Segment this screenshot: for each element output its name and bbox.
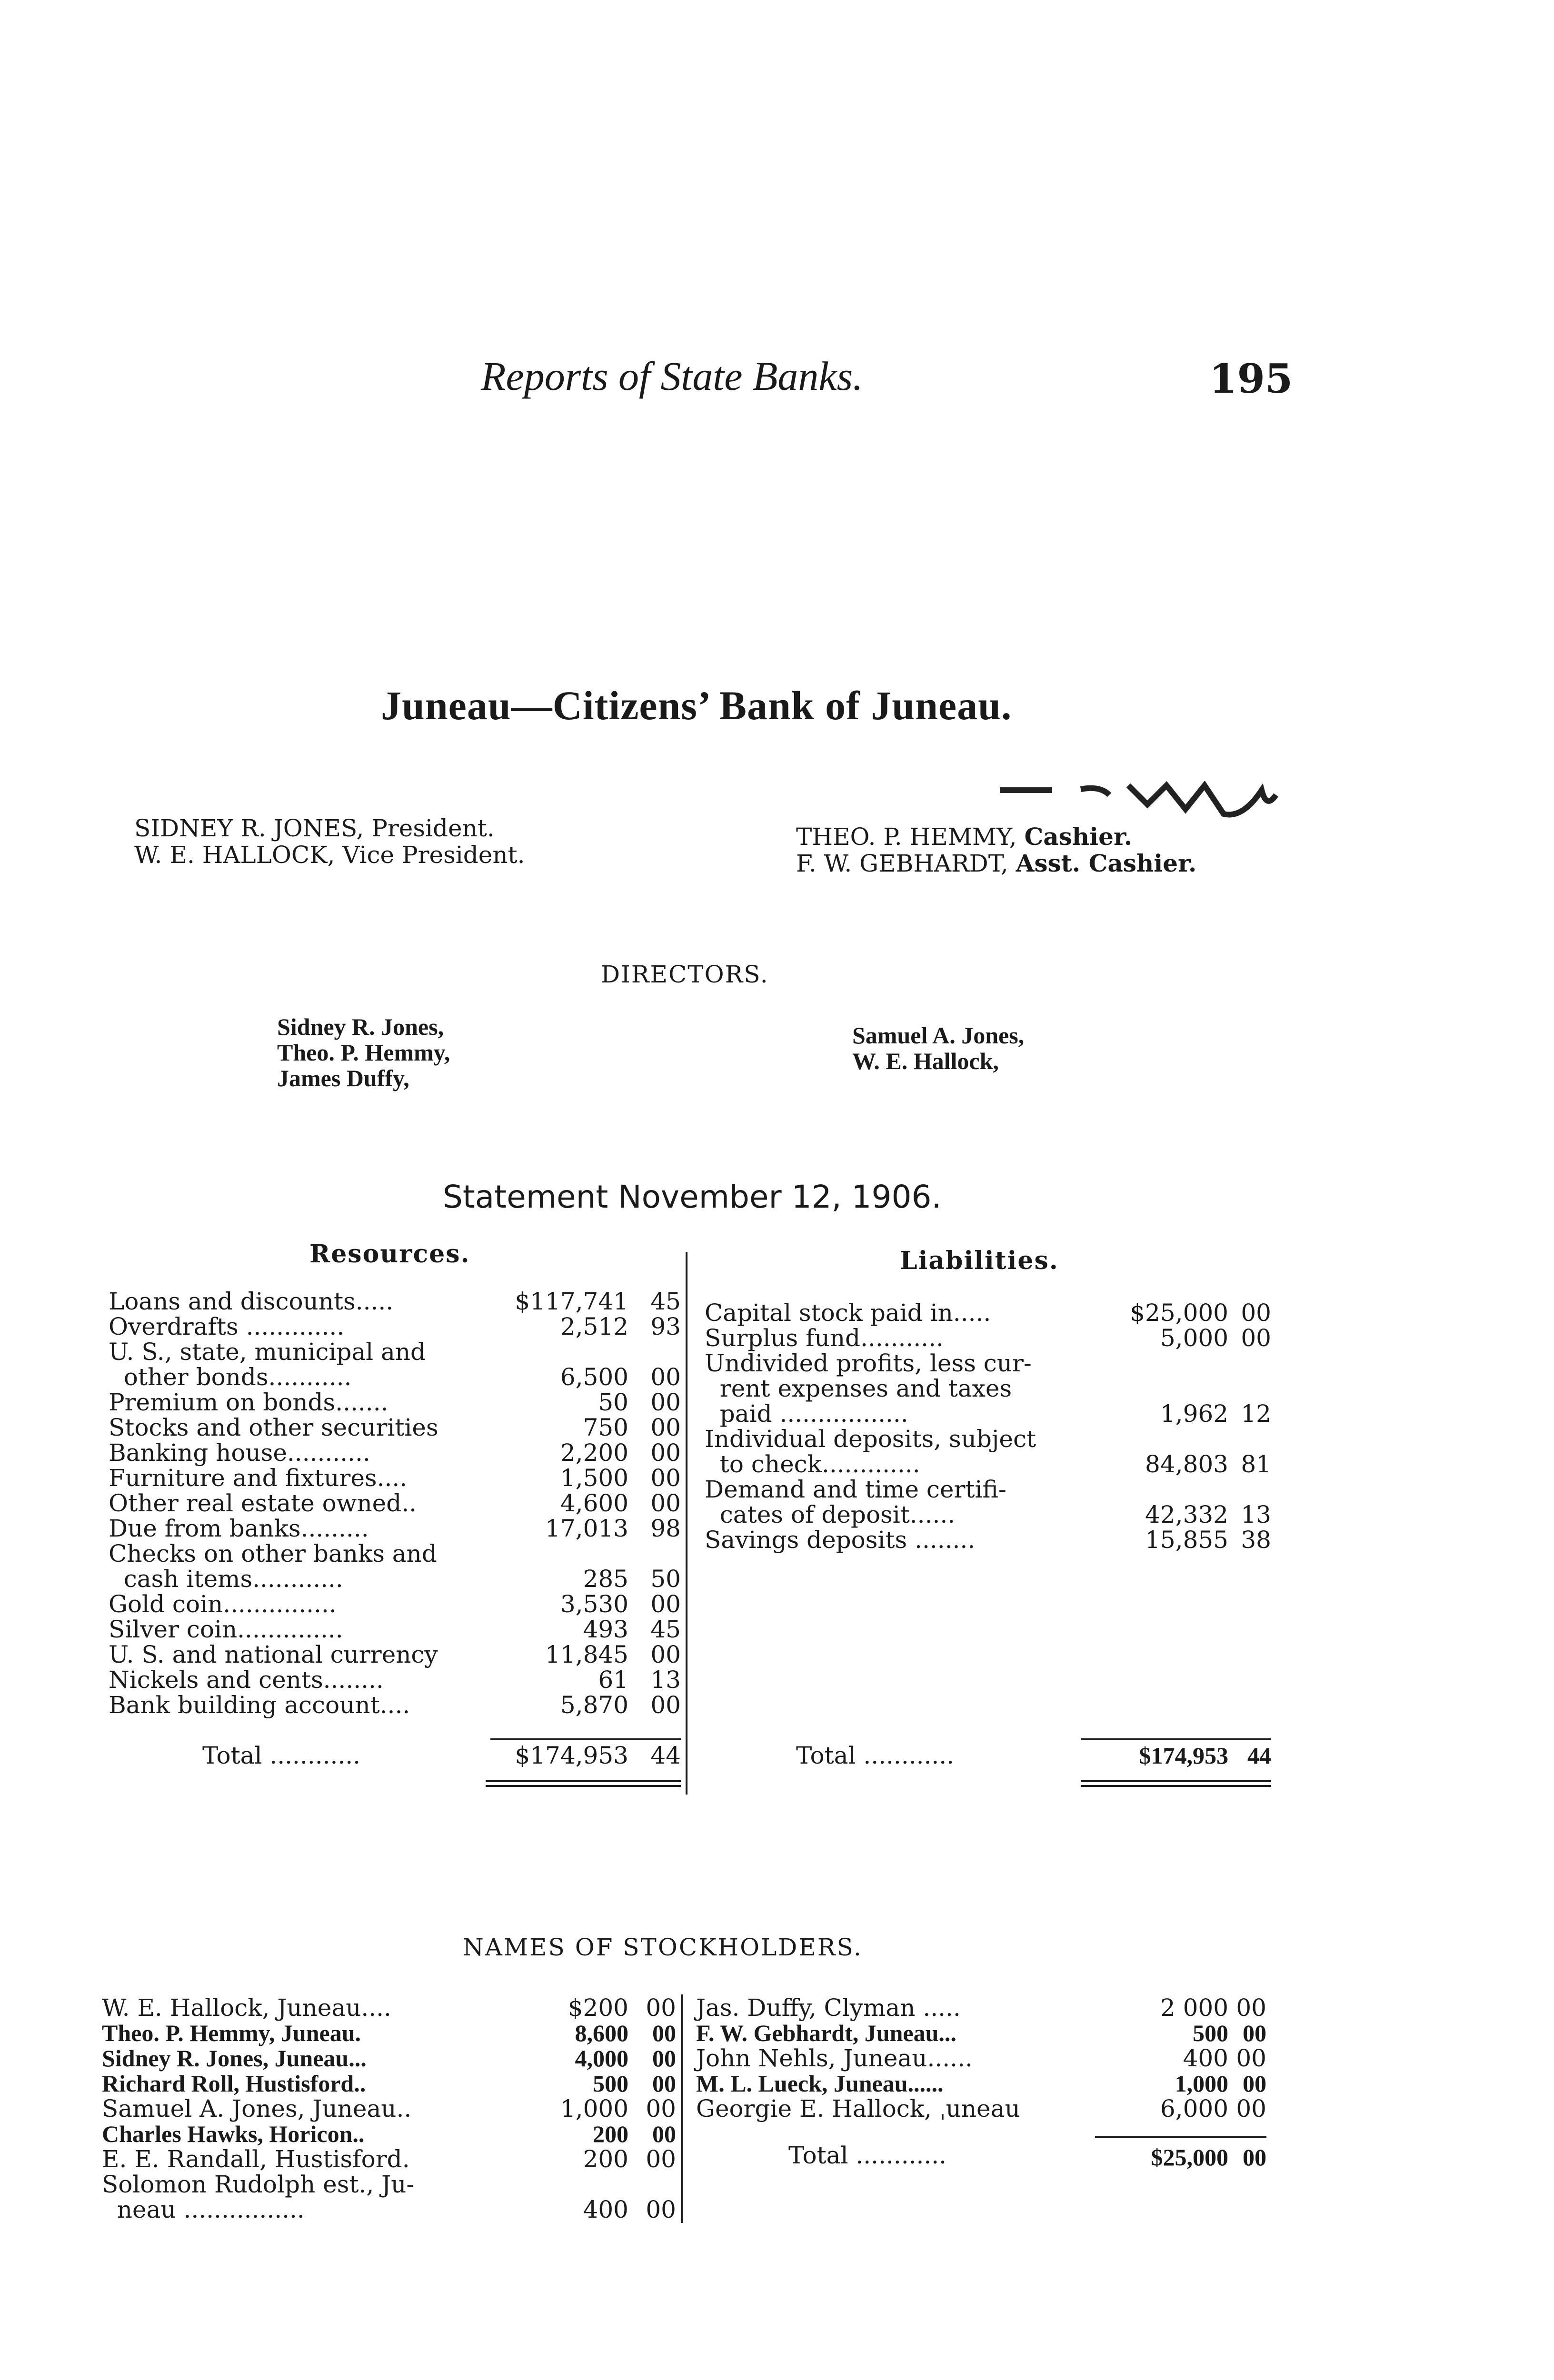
stockholder-row-cents: 00 bbox=[652, 2121, 676, 2147]
liability-row-label: to check............. bbox=[705, 1450, 920, 1478]
liability-row-label: Undivided profits, less cur- bbox=[705, 1349, 1032, 1377]
statement-divider bbox=[686, 1252, 687, 1795]
liability-row-dollars: 84,803 bbox=[1145, 1450, 1228, 1478]
stockholder-row-dollars: 200 bbox=[583, 2145, 628, 2173]
officer-president: SIDNEY R. JONES, President. bbox=[134, 814, 495, 842]
stockholder-row-label: M. L. Lueck, Juneau...... bbox=[696, 2070, 944, 2097]
liability-row-label: paid ................. bbox=[705, 1400, 908, 1428]
resource-row-dollars: 2,512 bbox=[560, 1313, 628, 1340]
liability-row-label: rent expenses and taxes bbox=[705, 1375, 1012, 1402]
resource-row-label: Loans and discounts..... bbox=[109, 1288, 394, 1315]
stockholder-row-label: Solomon Rudolph est., Ju- bbox=[102, 2171, 415, 2198]
resource-row-label: Stocks and other securities bbox=[109, 1414, 438, 1441]
stockholder-row-cents: 00 bbox=[1243, 2070, 1266, 2097]
stockholders-total-dollars: $25,000 bbox=[1151, 2144, 1228, 2171]
liability-row-dollars: 15,855 bbox=[1145, 1526, 1228, 1554]
stockholders-total-cents: 00 bbox=[1243, 2144, 1266, 2171]
resources-total-dollars: $174,953 bbox=[515, 1742, 628, 1769]
liability-row-cents: 81 bbox=[1241, 1450, 1271, 1478]
stockholders-total-rule bbox=[1095, 2136, 1266, 2138]
resource-row-label: U. S. and national currency bbox=[109, 1641, 438, 1668]
liability-row-dollars: $25,000 bbox=[1130, 1299, 1228, 1327]
liability-row-label: Surplus fund........... bbox=[705, 1324, 944, 1352]
liability-row-label: Savings deposits ........ bbox=[705, 1526, 976, 1554]
handwritten-signature-mark bbox=[995, 771, 1281, 828]
stockholder-row-cents: 00 bbox=[646, 1994, 676, 2022]
stockholder-row-dollars: 500 bbox=[593, 2070, 628, 2097]
resource-row-label: Premium on bonds....... bbox=[109, 1388, 388, 1416]
resource-row-cents: 93 bbox=[650, 1313, 681, 1340]
stockholder-row-label: Georgie E. Hallock, ˌuneau bbox=[696, 2095, 1020, 2122]
resources-total-rule bbox=[490, 1738, 681, 1740]
director-name: Samuel A. Jones, bbox=[852, 1022, 1025, 1049]
stockholder-row-cents: 00 bbox=[652, 2070, 676, 2097]
resources-total-label: Total ............ bbox=[202, 1742, 361, 1769]
stockholder-row-cents: 00 bbox=[652, 2020, 676, 2046]
stockholders-heading: NAMES OF STOCKHOLDERS. bbox=[463, 1934, 863, 1961]
bank-title: Juneau—Citizens’ Bank of Juneau. bbox=[381, 683, 1012, 728]
running-title: Reports of State Banks. bbox=[481, 353, 863, 399]
stockholder-row-label: F. W. Gebhardt, Juneau... bbox=[696, 2020, 956, 2046]
resource-row-cents: 00 bbox=[650, 1590, 681, 1618]
resource-row-label: U. S., state, municipal and bbox=[109, 1338, 426, 1366]
liabilities-heading: Liabilities. bbox=[900, 1246, 1059, 1275]
stockholder-row-label: Samuel A. Jones, Juneau.. bbox=[102, 2095, 412, 2122]
stockholder-row-dollars: 4,000 bbox=[575, 2045, 628, 2072]
resource-row-dollars: 61 bbox=[598, 1666, 628, 1694]
resource-row-dollars: 5,870 bbox=[560, 1691, 628, 1719]
resources-total-cents: 44 bbox=[650, 1742, 681, 1769]
director-name: Theo. P. Hemmy, bbox=[277, 1039, 450, 1066]
resource-row-cents: 45 bbox=[650, 1616, 681, 1643]
stockholder-row-cents: 00 bbox=[646, 2196, 676, 2223]
resource-row-cents: 00 bbox=[650, 1641, 681, 1668]
resource-row-dollars: 2,200 bbox=[560, 1439, 628, 1467]
stockholder-row-label: John Nehls, Juneau...... bbox=[696, 2044, 973, 2072]
resource-row-dollars: 11,845 bbox=[545, 1641, 628, 1668]
stockholders-divider bbox=[681, 1994, 683, 2223]
officer-asst-cashier: F. W. GEBHARDT, Asst. Cashier. bbox=[796, 849, 1197, 877]
stockholder-row-label: Theo. P. Hemmy, Juneau. bbox=[102, 2020, 361, 2046]
resources-heading: Resources. bbox=[309, 1240, 470, 1269]
stockholder-row-dollars: 500 bbox=[1193, 2020, 1228, 2046]
resource-row-label: Nickels and cents........ bbox=[109, 1666, 384, 1694]
resource-row-label: other bonds........... bbox=[109, 1363, 352, 1391]
director-name: James Duffy, bbox=[277, 1065, 409, 1091]
resource-row-cents: 00 bbox=[650, 1388, 681, 1416]
resource-row-cents: 00 bbox=[650, 1489, 681, 1517]
resource-row-dollars: 285 bbox=[583, 1565, 628, 1593]
resource-row-cents: 00 bbox=[650, 1464, 681, 1492]
resource-row-label: Banking house........... bbox=[109, 1439, 370, 1467]
officer-cashier: THEO. P. HEMMY, Cashier. bbox=[796, 823, 1133, 851]
liability-row-cents: 00 bbox=[1241, 1299, 1271, 1327]
liability-row-dollars: 1,962 bbox=[1160, 1400, 1228, 1428]
stockholder-row-label: neau ................ bbox=[102, 2196, 305, 2223]
liability-row-label: Individual deposits, subject bbox=[705, 1425, 1036, 1453]
stockholders-total-label: Total ............ bbox=[788, 2142, 947, 2169]
resource-row-dollars: 493 bbox=[583, 1616, 628, 1643]
liabilities-total-double-rule bbox=[1081, 1780, 1271, 1787]
resource-row-cents: 13 bbox=[650, 1666, 681, 1694]
directors-right bbox=[852, 1022, 1024, 1074]
stockholder-row-dollars: 400 bbox=[1183, 2044, 1228, 2072]
directors-heading: DIRECTORS. bbox=[601, 961, 769, 988]
resource-row-cents: 00 bbox=[650, 1439, 681, 1467]
stockholder-row-cents: 00 bbox=[646, 2145, 676, 2173]
stockholder-row-dollars: $200 bbox=[568, 1994, 628, 2022]
stockholder-row-cents: 00 bbox=[1236, 1994, 1266, 2022]
stockholder-row-cents: 00 bbox=[646, 2095, 676, 2122]
resources-total-double-rule bbox=[486, 1780, 681, 1787]
liability-row-cents: 38 bbox=[1241, 1526, 1271, 1554]
resource-row-label: Other real estate owned.. bbox=[109, 1489, 417, 1517]
stockholder-row-cents: 00 bbox=[1243, 2020, 1266, 2046]
stockholder-row-dollars: 200 bbox=[593, 2121, 628, 2147]
stockholder-row-dollars: 1,000 bbox=[1175, 2070, 1228, 2097]
resource-row-label: cash items............ bbox=[109, 1565, 343, 1593]
resource-row-label: Silver coin.............. bbox=[109, 1616, 343, 1643]
stockholder-row-label: W. E. Hallock, Juneau.... bbox=[102, 1994, 391, 2022]
liability-row-label: Capital stock paid in..... bbox=[705, 1299, 991, 1327]
director-name: W. E. Hallock, bbox=[852, 1048, 999, 1074]
resource-row-dollars: 3,530 bbox=[560, 1590, 628, 1618]
liability-row-cents: 12 bbox=[1241, 1400, 1271, 1428]
resource-row-dollars: 50 bbox=[598, 1388, 628, 1416]
resource-row-dollars: 17,013 bbox=[545, 1515, 628, 1542]
resource-row-dollars: 1,500 bbox=[560, 1464, 628, 1492]
resource-row-label: Overdrafts ............. bbox=[109, 1313, 345, 1340]
statement-title: Statement November 12, 1906. bbox=[443, 1179, 942, 1215]
liability-row-dollars: 42,332 bbox=[1145, 1501, 1228, 1528]
stockholder-row-label: Jas. Duffy, Clyman ..... bbox=[696, 1994, 961, 2022]
resource-row-cents: 50 bbox=[650, 1565, 681, 1593]
director-name: Sidney R. Jones, bbox=[277, 1013, 444, 1040]
resource-row-label: Furniture and fixtures.... bbox=[109, 1464, 408, 1492]
resource-row-dollars: 4,600 bbox=[560, 1489, 628, 1517]
liability-row-cents: 13 bbox=[1241, 1501, 1271, 1528]
resource-row-label: Bank building account.... bbox=[109, 1691, 410, 1719]
resource-row-cents: 98 bbox=[650, 1515, 681, 1542]
stockholder-row-label: Richard Roll, Hustisford.. bbox=[102, 2070, 366, 2097]
liability-row-label: Demand and time certifi- bbox=[705, 1476, 1006, 1503]
liability-row-label: cates of deposit...... bbox=[705, 1501, 956, 1528]
stockholder-row-label: Charles Hawks, Horicon.. bbox=[102, 2121, 365, 2147]
liabilities-total-dollars: $174,953 bbox=[1139, 1742, 1228, 1769]
stockholder-row-dollars: 1,000 bbox=[560, 2095, 628, 2122]
stockholder-row-dollars: 2 000 bbox=[1160, 1994, 1228, 2022]
resource-row-cents: 00 bbox=[650, 1691, 681, 1719]
officer-vice-president: W. E. HALLOCK, Vice President. bbox=[134, 841, 525, 869]
resource-row-label: Due from banks......... bbox=[109, 1515, 369, 1542]
resource-row-label: Gold coin............... bbox=[109, 1590, 337, 1618]
liability-row-cents: 00 bbox=[1241, 1324, 1271, 1352]
officers-right bbox=[796, 823, 1196, 877]
stockholder-row-dollars: 400 bbox=[583, 2196, 628, 2223]
resource-row-cents: 00 bbox=[650, 1363, 681, 1391]
resource-row-label: Checks on other banks and bbox=[109, 1540, 437, 1567]
resource-row-cents: 00 bbox=[650, 1414, 681, 1441]
resource-row-dollars: 750 bbox=[583, 1414, 628, 1441]
stockholder-row-cents: 00 bbox=[1236, 2044, 1266, 2072]
directors-left bbox=[277, 1014, 450, 1091]
stockholder-row-label: E. E. Randall, Hustisford. bbox=[102, 2145, 410, 2173]
stockholder-row-cents: 00 bbox=[1236, 2095, 1266, 2122]
resource-row-dollars: 6,500 bbox=[560, 1363, 628, 1391]
stockholder-row-cents: 00 bbox=[652, 2045, 676, 2072]
stockholder-row-label: Sidney R. Jones, Juneau... bbox=[102, 2045, 367, 2072]
liabilities-total-rule bbox=[1081, 1738, 1271, 1740]
liabilities-total-cents: 44 bbox=[1247, 1742, 1271, 1769]
stockholder-row-dollars: 6,000 bbox=[1160, 2095, 1228, 2122]
resource-row-cents: 45 bbox=[650, 1288, 681, 1315]
resource-row-dollars: $117,741 bbox=[515, 1288, 628, 1315]
page-number: 195 bbox=[1209, 355, 1293, 402]
stockholder-row-dollars: 8,600 bbox=[575, 2020, 628, 2046]
officers-left bbox=[134, 815, 525, 868]
liability-row-dollars: 5,000 bbox=[1160, 1324, 1228, 1352]
liabilities-total-label: Total ............ bbox=[796, 1742, 955, 1769]
